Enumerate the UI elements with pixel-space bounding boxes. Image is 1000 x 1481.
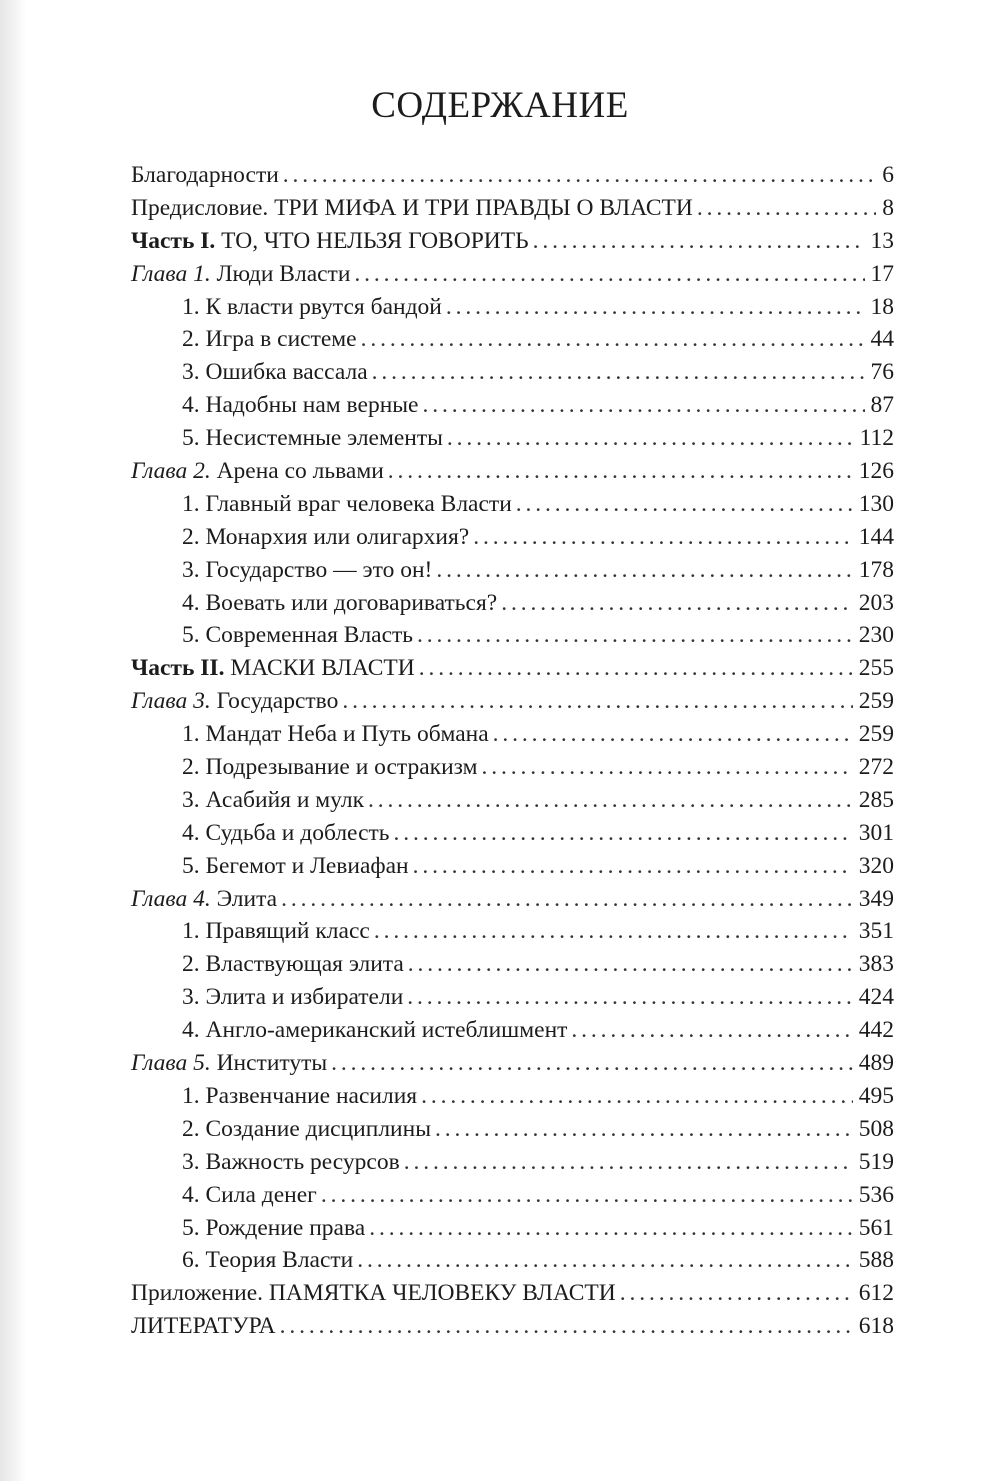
toc-entry-text: Предисловие. ТРИ МИФА И ТРИ ПРАВДЫ О ВЛАСТИ — [131, 194, 693, 221]
dot-leader — [280, 1310, 853, 1343]
toc-entry — [131, 948, 894, 981]
toc-entry — [131, 521, 894, 554]
toc-entry — [131, 1080, 894, 1113]
dot-leader — [369, 1212, 853, 1245]
toc-entry-title — [131, 159, 279, 192]
toc-page-number: 508 — [858, 1115, 894, 1142]
dot-leader — [342, 685, 852, 718]
toc-entry — [131, 258, 894, 291]
toc-page-number: 144 — [858, 523, 894, 550]
toc-entry-title — [182, 1113, 431, 1146]
toc-entry — [131, 225, 894, 258]
dot-leader — [354, 258, 864, 291]
toc-entry — [131, 159, 894, 192]
toc-page-number: 203 — [858, 589, 894, 616]
dot-leader — [473, 521, 853, 554]
toc-entry-title — [182, 850, 409, 883]
toc-entry-text: 3. Асабийя и мулк — [182, 786, 365, 813]
toc-entry-text: Институты — [210, 1050, 328, 1077]
toc-entry-title — [182, 389, 419, 422]
toc-entry-title — [182, 1014, 567, 1047]
toc-entry — [131, 1179, 894, 1212]
dot-leader — [404, 1146, 853, 1179]
toc-entry-title — [182, 554, 432, 587]
toc-entry — [131, 751, 894, 784]
toc-entry — [131, 422, 894, 455]
dot-leader — [368, 784, 853, 817]
toc-page-number: 178 — [858, 556, 894, 583]
toc-page-number: 230 — [858, 622, 894, 649]
toc-page-number: 8 — [882, 194, 894, 221]
toc-page-number: 320 — [858, 852, 894, 879]
toc-page-number: 588 — [858, 1247, 894, 1274]
toc-entry-title — [131, 883, 277, 916]
toc-page-number: 259 — [858, 721, 894, 748]
toc-entry — [131, 356, 894, 389]
toc-entry-text: 2. Монархия или олигархия? — [182, 523, 470, 550]
toc-page-number: 301 — [858, 819, 894, 846]
dot-leader — [620, 1277, 853, 1310]
dot-leader — [281, 883, 853, 916]
dot-leader — [407, 981, 852, 1014]
toc-entry-text: Люди Власти — [210, 260, 351, 287]
toc-entry — [131, 1146, 894, 1179]
toc-entry-title — [182, 1179, 317, 1212]
toc-page-number: 18 — [870, 293, 894, 320]
toc-entry — [131, 1047, 894, 1080]
toc-entry-text: 3. Элита и избиратели — [182, 984, 404, 1011]
toc-entry-title — [182, 1080, 417, 1113]
toc-entry — [131, 981, 894, 1014]
toc-page-number: 351 — [858, 918, 894, 945]
toc-page-number: 442 — [858, 1017, 894, 1044]
toc-entry-text: 4. Воевать или договариваться? — [182, 589, 498, 616]
toc-entry — [131, 1277, 894, 1310]
toc-entry-title — [182, 488, 512, 521]
toc-entry — [131, 784, 894, 817]
toc-entry — [131, 1310, 894, 1343]
toc-page-number: 255 — [858, 655, 894, 682]
toc-entry-text: 1. Правящий класс — [182, 918, 370, 945]
toc-entry — [131, 389, 894, 422]
dot-leader — [357, 1244, 852, 1277]
toc-entry — [131, 619, 894, 652]
toc-entry-text: 2. Игра в системе — [182, 326, 357, 353]
toc-entry-title — [182, 817, 389, 850]
toc-entry — [131, 323, 894, 356]
toc-entry-text: 5. Рождение права — [182, 1214, 366, 1241]
dot-leader — [283, 159, 876, 192]
toc-page-number: 76 — [870, 359, 894, 386]
table-of-contents — [131, 159, 894, 1343]
toc-entry-title — [131, 1310, 276, 1343]
dot-leader — [533, 225, 865, 258]
dot-leader — [697, 192, 876, 225]
dot-leader — [372, 356, 865, 389]
dot-leader — [388, 455, 853, 488]
toc-page-number: 17 — [870, 260, 894, 287]
toc-entry-text: 4. Сила денег — [182, 1181, 317, 1208]
toc-entry-title — [131, 258, 350, 291]
toc-entry-label: Глава 2. — [131, 458, 211, 485]
toc-entry-title — [182, 521, 469, 554]
toc-entry — [131, 1014, 894, 1047]
toc-page-number: 519 — [858, 1148, 894, 1175]
toc-entry-text: 5. Современная Власть — [182, 622, 414, 649]
toc-entry-text: 2. Подрезывание и остракизм — [182, 754, 478, 781]
dot-leader — [331, 1047, 853, 1080]
toc-entry-text: Благодарности — [131, 162, 279, 188]
toc-entry — [131, 587, 894, 620]
toc-entry-title — [131, 1277, 616, 1310]
toc-page-number: 44 — [870, 326, 894, 353]
toc-entry-text: 4. Англо-американский истеблишмент — [182, 1017, 568, 1044]
toc-entry-title — [182, 751, 477, 784]
toc-entry-title — [131, 192, 693, 225]
toc-page-number: 87 — [870, 392, 894, 419]
dot-leader — [321, 1179, 853, 1212]
toc-page-number: 561 — [858, 1214, 894, 1241]
dot-leader — [435, 1113, 853, 1146]
dot-leader — [413, 850, 853, 883]
toc-entry-title — [131, 225, 529, 258]
toc-entry-text: 3. Важность ресурсов — [182, 1148, 400, 1175]
page-title: СОДЕРЖАНИЕ — [371, 85, 629, 126]
toc-page-number: 424 — [858, 984, 894, 1011]
toc-entry — [131, 685, 894, 718]
toc-entry-title — [131, 685, 338, 718]
toc-entry-title — [182, 948, 404, 981]
toc-entry-label: Глава 3. — [131, 688, 211, 715]
toc-entry-text: 2. Создание дисциплины — [182, 1115, 431, 1142]
toc-page-number: 130 — [858, 490, 894, 517]
toc-entry-text: 1. Развенчание насилия — [182, 1082, 418, 1109]
dot-leader — [408, 948, 853, 981]
toc-entry-text: ЛИТЕРАТУРА — [131, 1313, 276, 1340]
toc-entry — [131, 455, 894, 488]
toc-entry-title — [182, 915, 370, 948]
toc-entry-text: 5. Бегемот и Левиафан — [182, 852, 409, 879]
toc-entry — [131, 192, 894, 225]
toc-entry-title — [182, 619, 413, 652]
toc-page-number: 6 — [882, 162, 894, 188]
toc-entry-text: 1. К власти рвутся бандой — [182, 293, 442, 320]
dot-leader — [501, 587, 853, 620]
toc-page-number: 495 — [858, 1082, 894, 1109]
dot-leader — [493, 718, 853, 751]
dot-leader — [423, 389, 865, 422]
toc-entry — [131, 291, 894, 324]
toc-entry-title — [182, 1244, 353, 1277]
toc-entry — [131, 1113, 894, 1146]
dot-leader — [361, 323, 865, 356]
toc-entry-text: 3. Государство — это он! — [182, 556, 433, 583]
toc-entry-text: 1. Мандат Неба и Путь обмана — [182, 721, 489, 748]
toc-page-number: 383 — [858, 951, 894, 978]
toc-entry-text: 5. Несистемные элементы — [182, 425, 443, 452]
toc-entry-title — [182, 1146, 400, 1179]
toc-entry-label: Глава 5. — [131, 1050, 211, 1077]
toc-entry-label: Часть II. — [131, 655, 225, 682]
toc-entry-title — [182, 1212, 365, 1245]
toc-entry-text: Приложение. ПАМЯТКА ЧЕЛОВЕКУ ВЛАСТИ — [131, 1280, 616, 1307]
toc-entry — [131, 488, 894, 521]
toc-entry — [131, 718, 894, 751]
toc-entry-text: Элита — [210, 885, 278, 912]
toc-entry-title — [131, 455, 384, 488]
toc-entry-text: Арена со львами — [210, 458, 384, 485]
toc-page-number: 285 — [858, 786, 894, 813]
toc-page-number: 259 — [858, 688, 894, 715]
page-edge-shadow — [0, 0, 26, 1481]
dot-leader — [516, 488, 853, 521]
toc-entry-text: 6. Теория Власти — [182, 1247, 354, 1274]
toc-entry — [131, 850, 894, 883]
toc-entry-text: ТО, ЧТО НЕЛЬЗЯ ГОВОРИТЬ — [215, 227, 529, 254]
toc-entry-title — [182, 356, 368, 389]
toc-page-number: 126 — [858, 458, 894, 485]
toc-entry — [131, 915, 894, 948]
toc-page-number: 112 — [859, 425, 894, 452]
toc-page-number: 612 — [858, 1280, 894, 1307]
toc-page-number: 489 — [858, 1050, 894, 1077]
toc-entry-text: 4. Судьба и доблесть — [182, 819, 390, 846]
toc-entry-title — [182, 422, 443, 455]
dot-leader — [447, 422, 854, 455]
dot-leader — [571, 1014, 852, 1047]
toc-entry-title — [182, 587, 497, 620]
toc-entry-title — [131, 1047, 327, 1080]
toc-entry — [131, 817, 894, 850]
toc-entry — [131, 883, 894, 916]
toc-entry-title — [182, 981, 403, 1014]
toc-page-number: 272 — [858, 754, 894, 781]
toc-entry-label: Глава 4. — [131, 885, 211, 912]
toc-entry — [131, 554, 894, 587]
toc-entry-text: 3. Ошибка вассала — [182, 359, 368, 386]
dot-leader — [421, 1080, 853, 1113]
toc-entry-text: МАСКИ ВЛАСТИ — [224, 655, 415, 682]
toc-entry-text: 4. Надобны нам верные — [182, 392, 419, 419]
toc-entry-text: 2. Властвующая элита — [182, 951, 404, 978]
toc-entry-label: Часть I. — [131, 227, 216, 254]
toc-page-number: 618 — [858, 1313, 894, 1340]
dot-leader — [446, 291, 865, 324]
dot-leader — [481, 751, 852, 784]
toc-page-number: 13 — [870, 227, 894, 254]
toc-page-number: 536 — [858, 1181, 894, 1208]
dot-leader — [436, 554, 852, 587]
toc-entry-title — [182, 784, 364, 817]
toc-entry-label: Глава 1. — [131, 260, 211, 287]
dot-leader — [419, 652, 853, 685]
toc-entry-title — [131, 652, 415, 685]
toc-entry — [131, 1212, 894, 1245]
dot-leader — [417, 619, 853, 652]
dot-leader — [374, 915, 853, 948]
toc-entry — [131, 652, 894, 685]
toc-page-number: 349 — [858, 885, 894, 912]
toc-entry-text: 1. Главный враг человека Власти — [182, 490, 512, 517]
toc-entry-title — [182, 323, 357, 356]
dot-leader — [393, 817, 852, 850]
toc-entry-text: Государство — [210, 688, 339, 715]
toc-entry-title — [182, 291, 442, 324]
toc-entry — [131, 1244, 894, 1277]
toc-entry-title — [182, 718, 489, 751]
